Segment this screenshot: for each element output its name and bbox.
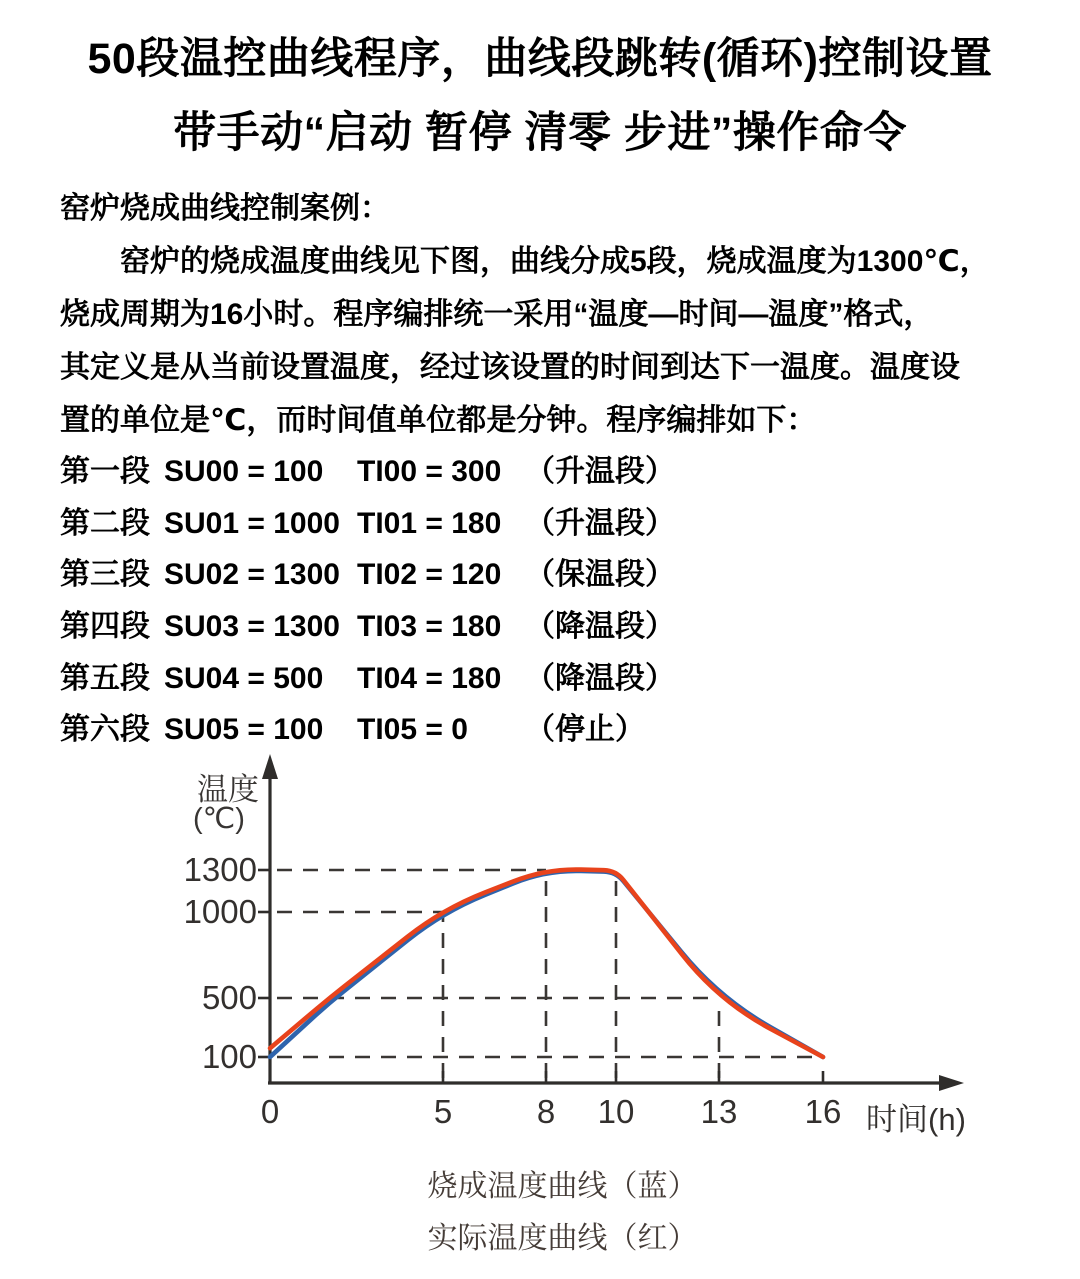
- y-axis-label: 温度: [197, 772, 259, 807]
- segment-ti-value: TI00 = 300: [357, 455, 502, 488]
- x-axis-label: 时间(h): [866, 1102, 966, 1137]
- segment-su-value: SU01 = 1000: [164, 506, 340, 540]
- intro-line: 窑炉的烧成温度曲线见下图，曲线分成5段，烧成温度为1300℃，: [60, 245, 990, 278]
- doc-title-line2: 带手动“启动 暂停 清零 步进”操作命令: [173, 109, 907, 157]
- legend-actual-curve: 实际温度曲线（红）: [427, 1222, 698, 1255]
- doc-title-line1: 50段温控曲线程序，曲线段跳转(循环)控制设置: [87, 35, 993, 83]
- x-tick-label: 13: [700, 1093, 738, 1130]
- segment-note: （升温段）: [525, 506, 675, 540]
- x-tick-label: 16: [804, 1093, 842, 1130]
- segment-note: （降温段）: [525, 661, 675, 695]
- segment-name: 第六段: [60, 713, 150, 747]
- x-tick-label: 8: [536, 1093, 556, 1130]
- segment-ti-value: TI04 = 180: [357, 661, 502, 695]
- legend-setpoint-curve: 烧成温度曲线（蓝）: [427, 1170, 698, 1203]
- segment-su-value: SU02 = 1300: [164, 558, 340, 592]
- segment-note: （降温段）: [525, 610, 675, 644]
- segment-name: 第三段: [60, 558, 150, 592]
- segment-note: （停止）: [525, 713, 645, 747]
- segment-ti-value: TI02 = 120: [357, 558, 502, 592]
- y-tick-label: 1000: [183, 893, 257, 930]
- y-axis-unit-label: (℃): [193, 803, 245, 835]
- x-tick-label: 10: [597, 1093, 635, 1130]
- segment-su-value: SU03 = 1300: [164, 610, 340, 644]
- y-tick-label: 500: [201, 979, 257, 1016]
- x-tick-label: 0: [260, 1093, 280, 1130]
- segment-name: 第四段: [60, 610, 150, 644]
- segment-ti-value: TI01 = 180: [357, 506, 502, 540]
- segment-su-value: SU05 = 100: [164, 713, 324, 747]
- y-tick-label: 100: [201, 1038, 257, 1075]
- y-axis-arrow-icon: [262, 754, 278, 779]
- segment-name: 第一段: [60, 455, 150, 488]
- segment-ti-value: TI05 = 0: [357, 713, 468, 747]
- segment-note: （升温段）: [525, 455, 675, 488]
- segment-name: 第二段: [60, 506, 150, 540]
- x-axis-arrow-icon: [939, 1075, 964, 1091]
- intro-line: 窑炉烧成曲线控制案例：: [60, 192, 390, 225]
- segment-name: 第五段: [60, 661, 150, 695]
- segment-su-value: SU04 = 500: [164, 661, 324, 695]
- intro-line: 置的单位是℃，而时间值单位都是分钟。程序编排如下：: [60, 404, 817, 437]
- segment-su-value: SU00 = 100: [164, 455, 324, 488]
- y-tick-label: 1300: [183, 851, 257, 888]
- x-tick-label: 5: [433, 1093, 453, 1130]
- intro-line: 其定义是从当前设置温度，经过该设置的时间到达下一温度。温度设: [60, 351, 960, 384]
- segment-note: （保温段）: [525, 558, 675, 592]
- segment-ti-value: TI03 = 180: [357, 610, 502, 644]
- intro-line: 烧成周期为16小时。程序编排统一采用“温度—时间—温度”格式，: [60, 298, 934, 331]
